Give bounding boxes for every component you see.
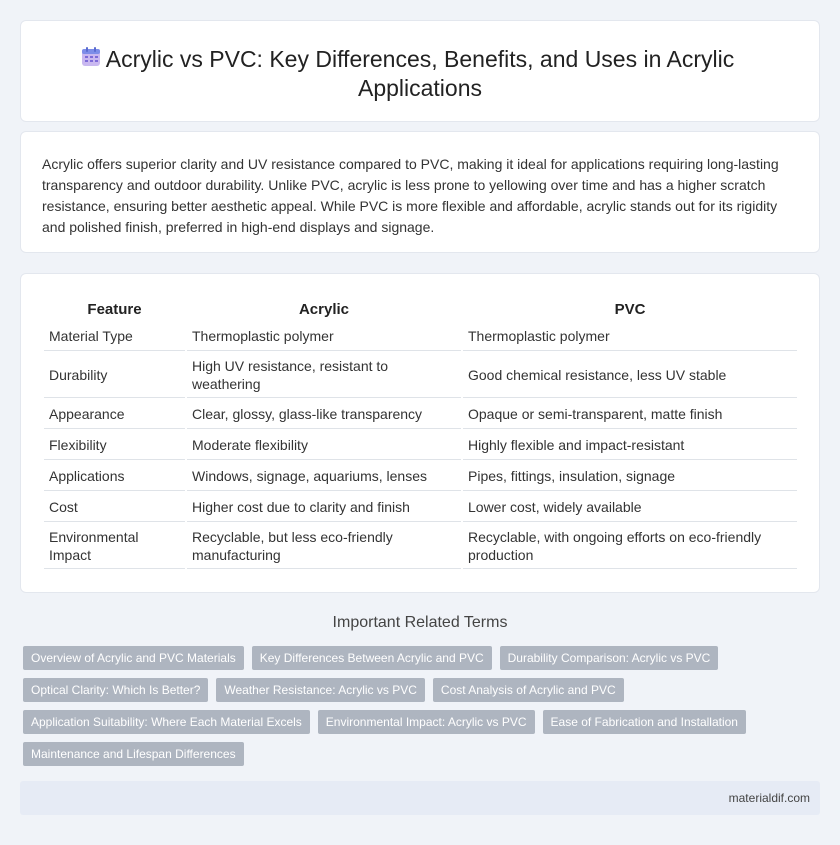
table-row xyxy=(44,400,797,429)
cell-pvc: Pipes, fittings, insulation, signage xyxy=(463,462,797,491)
related-terms-list xyxy=(23,646,813,774)
cell-acrylic: Moderate flexibility xyxy=(187,431,461,460)
page-title: Acrylic vs PVC: Key Differences, Benefits, and Uses in Acrylic Applications xyxy=(105,46,735,101)
cell-pvc: Recyclable, with ongoing efforts on eco-friendly production xyxy=(463,524,797,569)
related-term-tag[interactable]: Cost Analysis of Acrylic and PVC xyxy=(433,678,624,702)
table-row xyxy=(44,431,797,460)
header-pvc: PVC xyxy=(614,300,646,318)
title-card xyxy=(20,20,820,122)
cell-acrylic: Thermoplastic polymer xyxy=(187,322,461,351)
related-term-tag[interactable]: Maintenance and Lifespan Differences xyxy=(23,742,244,766)
comparison-table-card xyxy=(20,273,820,593)
related-term-tag[interactable]: Ease of Fabrication and Installation xyxy=(543,710,746,734)
cell-feature: Material Type xyxy=(44,322,185,351)
cell-pvc: Lower cost, widely available xyxy=(463,493,797,522)
related-term-tag[interactable]: Optical Clarity: Which Is Better? xyxy=(23,678,208,702)
cell-acrylic: Windows, signage, aquariums, lenses xyxy=(187,462,461,491)
related-term-tag[interactable]: Environmental Impact: Acrylic vs PVC xyxy=(318,710,535,734)
cell-feature: Cost xyxy=(44,493,185,522)
cell-pvc: Highly flexible and impact-resistant xyxy=(463,431,797,460)
table-row xyxy=(44,353,797,398)
cell-feature: Flexibility xyxy=(44,431,185,460)
table-row xyxy=(44,462,797,491)
table-row xyxy=(44,493,797,522)
intro-paragraph: Acrylic offers superior clarity and UV resistance compared to PVC, making it ideal for applications requiring long-lasting transparency and outdoor durability. Unlike PVC, acrylic is less prone to yellowing over time and has a higher scratch resistance, ensuring better aesthetic appeal. While PVC is more flexible and affordable, acrylic stands out for its rigidity and polished finish, preferred in high-end displays and signage. xyxy=(42,156,779,235)
related-term-tag[interactable]: Key Differences Between Acrylic and PVC xyxy=(252,646,492,670)
table-header-row xyxy=(44,298,797,320)
related-term-tag[interactable]: Durability Comparison: Acrylic vs PVC xyxy=(500,646,719,670)
table-row xyxy=(44,322,797,351)
header-acrylic: Acrylic xyxy=(298,300,350,318)
cell-feature: Durability xyxy=(44,353,185,398)
related-term-tag[interactable]: Overview of Acrylic and PVC Materials xyxy=(23,646,244,670)
cell-acrylic: Clear, glossy, glass-like transparency xyxy=(187,400,461,429)
cell-pvc: Good chemical resistance, less UV stable xyxy=(463,353,797,398)
cell-pvc: Thermoplastic polymer xyxy=(463,322,797,351)
footer xyxy=(20,781,820,815)
header-feature: Feature xyxy=(87,300,142,318)
cell-acrylic: High UV resistance, resistant to weathering xyxy=(187,353,461,398)
cell-feature: Applications xyxy=(44,462,185,491)
related-term-tag[interactable]: Application Suitability: Where Each Material Excels xyxy=(23,710,310,734)
cell-pvc: Opaque or semi-transparent, matte finish xyxy=(463,400,797,429)
cell-feature: Appearance xyxy=(44,400,185,429)
intro-card xyxy=(20,131,820,253)
table-row xyxy=(44,524,797,569)
related-term-tag[interactable]: Weather Resistance: Acrylic vs PVC xyxy=(216,678,425,702)
footer-site-link[interactable]: materialdif.com xyxy=(728,791,810,805)
cell-feature: Environmental Impact xyxy=(44,524,185,569)
related-terms-heading: Important Related Terms xyxy=(332,614,508,631)
cell-acrylic: Higher cost due to clarity and finish xyxy=(187,493,461,522)
comparison-table xyxy=(42,296,799,571)
cell-acrylic: Recyclable, but less eco-friendly manufacturing xyxy=(187,524,461,569)
